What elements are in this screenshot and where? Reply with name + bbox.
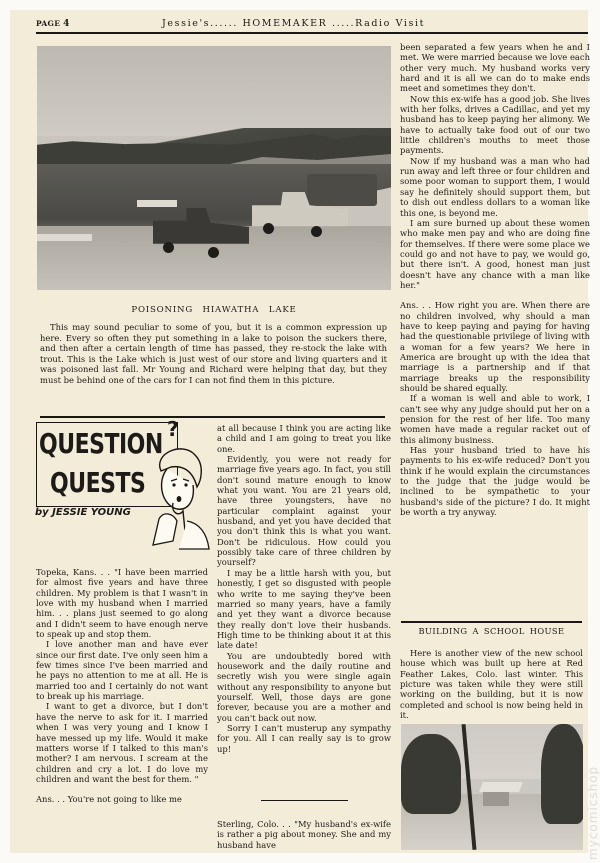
page-number: PAGE 4 bbox=[36, 19, 70, 29]
lake-article-body: This may sound peculiar to some of you, but it is a common expression up here. Every so often they put something in a lake to poison the suckers there, and then after a certain length of time has passed, they re-stock the lake with trout. This is the Lake which is just west of our store and living quarters and it was poisoned last fall. Mr Young and Richard were helping that day, but they must be behind one of the cars for I can not find them in this picture. bbox=[40, 322, 387, 385]
logo-line2: QUESTS bbox=[50, 468, 146, 500]
school-article-body: Here is another view of the new school house which was built up here at Red Feather Lakes, Colo. last winter. This picture was taken while they were still working on the building, but it is now completed and school is now being held in it. bbox=[400, 648, 583, 721]
question-quests-logo bbox=[33, 419, 208, 551]
byline: by JESSIE YOUNG bbox=[35, 507, 131, 518]
watermark: mycomicshop bbox=[586, 765, 600, 860]
section-divider bbox=[40, 416, 385, 418]
logo-line1: QUESTION bbox=[39, 429, 163, 461]
sterling-letter-start: Sterling, Colo. . . "My husband's ex-wife is rather a pig about money. She and my husband have bbox=[217, 819, 391, 850]
topeka-letter: Topeka, Kans. . . "I have been married for almost five years and have three children. My problem is that I wasn't in love with my husband when I married him. . . plans just seemed to go along and I didn't seem to have enough nerve to speak up and stop them. I love another man and have ever since our first date. I've only seen him a few times since I've been married and he pays no attention to me at all. He is married too and I certainly do not want to break up his marriage. I want to get a divorce, but I don't have the nerve to ask for it. I married when I was very young and I know I have messed up my life. Would it make matters worse if I talked to this man's mother? I am nervous. I scream at the children and cry a lot. I do love my children and want the best for them. " Ans. . . You're not going to like me bbox=[36, 567, 208, 805]
school-section-divider bbox=[401, 621, 582, 623]
header-divider bbox=[36, 32, 588, 34]
lake-article-title: POISONING HIAWATHA LAKE bbox=[131, 305, 297, 315]
page-header bbox=[36, 19, 588, 33]
question-mark-icon: ? bbox=[167, 417, 179, 441]
publication-title: Jessie's...... HOMEMAKER .....Radio Visit bbox=[162, 18, 426, 29]
lake-photo bbox=[37, 46, 391, 290]
thinking-woman-illustration-icon bbox=[143, 441, 211, 551]
school-house-photo bbox=[401, 724, 583, 850]
topeka-answer: at all because I think you are acting like a child and I am going to treat you like one. Evidently, you were not ready for marriage five years ago. In fact, you still don't sound mature enough to know what you want. You are 21 years old, have three youngsters, have no particular complaint against your husband, and yet you have decided that you don't think this is what you want. Don't be ridiculous. How could you possibly take care of three children by yourself? I may be a little harsh with you, but honestly, I get so disgusted with people who write to me saying they've been married so many years, have a family and yet they want a divorce because they really don't love their husbands. High time to be thinking about it at this late date! You are undoubtedly bored with housework and the daily routine and secretly wish you were single again without any responsibility to anyone but yourself. Well, those days are gone forever, because you are a mother and you can't back out now. Sorry I can't musterup any sympathy for you. All I can really say is to grow up! bbox=[217, 423, 391, 754]
topeka-answer-start: Ans. . . You're not going to like me bbox=[36, 794, 182, 805]
sterling-letter-continued: been separated a few years when he and I met. We were married because we love each other very much. My husband works very hard and it is all we can do to make ends meet and sometimes they don't. Now this ex-wife has a good job. She lives with her folks, drives a Cadillac, and yet my husband has to keep paying her alimony. We have to actually take food out of our two little children's mouths to meet those payments. Now if my husband was a man who had run away and left three or four children and some poor woman to support them, I would say he definitely should support them, but to dish out endless dollars to a woman like this one, is beyond me. I am sure burned up about these women who make men pay and who are doing fine for themselves. If there were some place we could go and not have to pay, we would go, but there isn't. A good, honest man just doesn't have any chance with a man like her." Ans. . . How right you are. When there are no children involved, why should a man have to keep paying and paying for having had the questionable privilege of living with a woman for a few years? We here in America are brought up with the idea that marriage is a partnership and if that marriage breaks up the responsibility should be shared equally. If a woman is well and able to work, I can't see why any judge should put her on a pension for the rest of her life. Too many women have made a regular racket out of this alimony business. Has your husband tried to have his payments to his ex-wife reduced? Don't you think if he would explain the circumstances to the judge that the judge would be inclined to be sympathetic to your husband's side of the picture? I do. It might be worth a try anyway. bbox=[400, 42, 590, 518]
letter-divider bbox=[261, 800, 348, 801]
school-article-title: BUILDING A SCHOOL HOUSE bbox=[418, 626, 565, 636]
sterling-answer: Ans. . . How right you are. When there are no children involved, why should a man have to keep paying and paying for having had the questionable privilege of living with a woman for a few years? We here in America are brought up with the idea that marriage is a partnership and if that marriage breaks up the responsibility should be shared equally. bbox=[400, 300, 590, 393]
